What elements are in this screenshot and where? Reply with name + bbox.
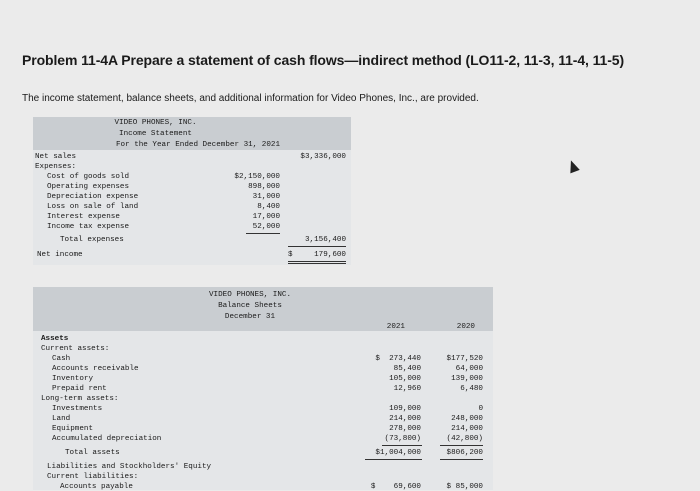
bs-row-label: Cash [52, 355, 71, 363]
expense-label: Operating expenses [47, 183, 130, 191]
net-income-label: Net income [37, 251, 83, 259]
expense-label: Cost of goods sold [47, 173, 130, 181]
bs-lt-label: Investments [52, 405, 103, 413]
bs-row-2021: 12,960 [393, 385, 421, 393]
lt-underline-2020 [440, 445, 483, 446]
bs-row-2020: $177,520 [446, 355, 483, 363]
expense-value: 17,000 [252, 213, 280, 221]
net-income-dollar: $ [288, 251, 293, 259]
expense-value: 898,000 [248, 183, 280, 191]
accounts-payable-label: Accounts payable [60, 483, 133, 491]
bs-lt-label: Equipment [52, 425, 94, 433]
accounts-payable-2021: $ 69,600 [370, 483, 421, 491]
bs-row-2021: 105,000 [389, 375, 421, 383]
accounts-payable-2020: $ 85,000 [446, 483, 483, 491]
expense-underline [246, 233, 280, 234]
page-title: Problem 11-4A Prepare a statement of cash flows—indirect method (LO11-2, 11-3, 11-4, 11-5) [22, 52, 625, 68]
bs-row-label: Inventory [52, 375, 94, 383]
expense-label: Loss on sale of land [47, 203, 139, 211]
bs-row-2021: $ 273,440 [375, 355, 421, 363]
mouse-pointer-icon [566, 159, 580, 174]
net-income-double-underline-1 [288, 261, 346, 262]
current-liabilities-label: Current liabilities: [47, 473, 139, 481]
is-company: VIDEO PHONES, INC. [114, 119, 197, 127]
lt-underline-2021 [382, 445, 422, 446]
bs-lt-2021: (73,800) [384, 435, 421, 443]
expense-value: $2,150,000 [234, 173, 280, 181]
bs-row-2021: 85,400 [393, 365, 421, 373]
net-sales-label: Net sales [35, 153, 77, 161]
bs-title: Balance Sheets [218, 302, 282, 310]
expense-label: Interest expense [47, 213, 120, 221]
net-sales-value: $3,336,000 [300, 153, 346, 161]
total-underline [288, 246, 346, 247]
bs-row-label: Prepaid rent [52, 385, 107, 393]
expense-value: 8,400 [257, 203, 280, 211]
bs-lt-2020: 214,000 [451, 425, 483, 433]
col-2021: 2021 [386, 323, 405, 331]
bs-lt-2021: 109,000 [389, 405, 421, 413]
net-income-value: 179,600 [314, 251, 346, 259]
bs-company: VIDEO PHONES, INC. [208, 291, 292, 299]
bs-lt-label: Land [52, 415, 71, 423]
bs-lt-2020: 0 [478, 405, 483, 413]
current-assets-label: Current assets: [41, 345, 110, 353]
bs-lt-label: Accumulated depreciation [52, 435, 162, 443]
bs-lt-2021: 278,000 [389, 425, 421, 433]
is-title: Income Statement [119, 130, 192, 138]
expense-label: Income tax expense [47, 223, 130, 231]
long-term-label: Long-term assets: [41, 395, 119, 403]
expense-label: Depreciation expense [47, 193, 139, 201]
total-assets-2021: $1,004,000 [375, 449, 421, 457]
bs-lt-2020: 248,000 [451, 415, 483, 423]
liabilities-label: Liabilities and Stockholders' Equity [47, 463, 212, 471]
bs-row-2020: 64,000 [455, 365, 483, 373]
bs-date: December 31 [224, 313, 276, 321]
total-expenses-label: Total expenses [60, 236, 124, 244]
bs-row-label: Accounts receivable [52, 365, 139, 373]
total-assets-underline-2020 [440, 459, 483, 460]
net-income-double-underline-2 [288, 263, 346, 264]
is-period: For the Year Ended December 31, 2021 [115, 141, 281, 149]
expense-value: 52,000 [252, 223, 280, 231]
total-assets-underline-2021 [365, 459, 422, 460]
total-expenses-value: 3,156,400 [304, 236, 346, 244]
col-2020: 2020 [456, 323, 475, 331]
bs-row-2020: 139,000 [451, 375, 483, 383]
assets-label: Assets [41, 335, 69, 343]
expenses-label: Expenses: [35, 163, 77, 171]
bs-lt-2020: (42,800) [446, 435, 483, 443]
bs-row-2020: 6,480 [460, 385, 483, 393]
expense-value: 31,000 [252, 193, 280, 201]
bs-lt-2021: 214,000 [389, 415, 421, 423]
total-assets-2020: $806,200 [446, 449, 483, 457]
intro-text: The income statement, balance sheets, and additional information for Video Phones, Inc., are provided. [22, 93, 479, 104]
total-assets-label: Total assets [65, 449, 120, 457]
